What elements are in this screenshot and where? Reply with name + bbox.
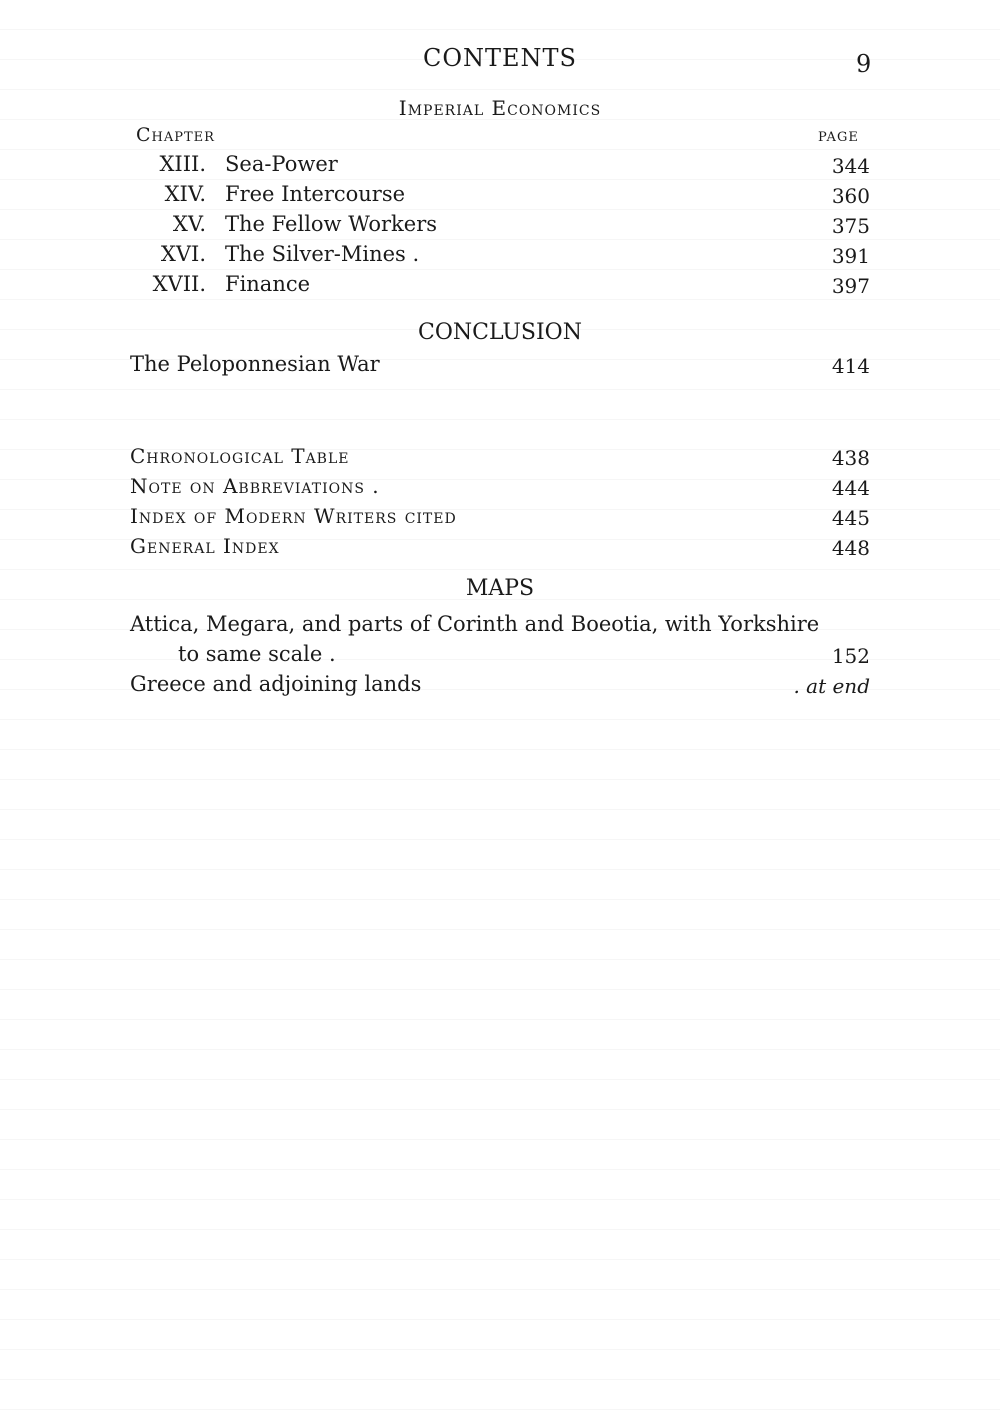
toc-entry-chronological-table[interactable] — [130, 444, 870, 474]
page-ref: 397 — [831, 274, 870, 298]
page-ref: 414 — [831, 354, 870, 378]
toc-entry-chapter-15[interactable] — [130, 212, 870, 242]
entry-title-continuation: to same scale . — [178, 642, 336, 666]
entry-title: Attica, Megara, and parts of Corinth and Boeotia, with Yorkshire — [130, 612, 820, 636]
toc-entry-conclusion[interactable] — [130, 352, 870, 382]
toc-entry-map-attica[interactable] — [130, 612, 870, 642]
page-number: 9 — [856, 50, 872, 78]
page-ref: . at end — [793, 674, 870, 698]
toc-entry-index-of-modern-writers[interactable] — [130, 504, 870, 534]
chapter-title: The Silver-Mines . — [225, 242, 420, 266]
chapter-numeral: XIV. — [164, 182, 206, 206]
page-ref: 391 — [831, 244, 870, 268]
page-ref: 448 — [831, 536, 870, 560]
toc-entry-chapter-13[interactable] — [130, 152, 870, 182]
page-ref: 360 — [831, 184, 870, 208]
page-ref: 445 — [831, 506, 870, 530]
page-ref: 438 — [831, 446, 870, 470]
section-heading-conclusion: CONCLUSION — [418, 320, 582, 345]
chapter-title: The Fellow Workers — [225, 212, 438, 236]
chapter-numeral: XIII. — [159, 152, 206, 176]
toc-entry-note-on-abbreviations[interactable] — [130, 474, 870, 504]
entry-title: Note on Abbreviations . — [130, 474, 380, 498]
entry-title: Chronological Table — [130, 444, 350, 468]
toc-entry-chapter-17[interactable] — [130, 272, 870, 302]
page-column-label: page — [818, 124, 859, 146]
chapter-title: Sea-Power — [225, 152, 338, 176]
chapter-title: Finance — [225, 272, 311, 296]
section-heading-maps: MAPS — [465, 576, 535, 601]
entry-title: Index of Modern Writers cited — [130, 504, 457, 528]
chapter-title: Free Intercourse — [225, 182, 406, 206]
toc-entry-map-greece[interactable] — [130, 672, 870, 702]
page-ref: 444 — [831, 476, 870, 500]
chapter-numeral: XVII. — [152, 272, 206, 296]
toc-entry-map-attica-continued[interactable] — [130, 642, 870, 672]
entry-title: The Peloponnesian War — [130, 352, 380, 376]
toc-entry-chapter-14[interactable] — [130, 182, 870, 212]
toc-entry-general-index[interactable] — [130, 534, 870, 564]
toc-entry-chapter-16[interactable] — [130, 242, 870, 272]
section-heading-imperial-economics: Imperial Economics — [398, 96, 602, 120]
entry-title: General Index — [130, 534, 280, 558]
entry-title: Greece and adjoining lands — [130, 672, 422, 696]
page-ref: 375 — [831, 214, 870, 238]
running-title: CONTENTS — [422, 44, 577, 72]
chapter-column-label: Chapter — [136, 124, 215, 146]
page-ref: 344 — [831, 154, 870, 178]
chapter-numeral: XVI. — [160, 242, 206, 266]
page-ref: 152 — [831, 644, 870, 668]
chapter-numeral: XV. — [172, 212, 206, 236]
